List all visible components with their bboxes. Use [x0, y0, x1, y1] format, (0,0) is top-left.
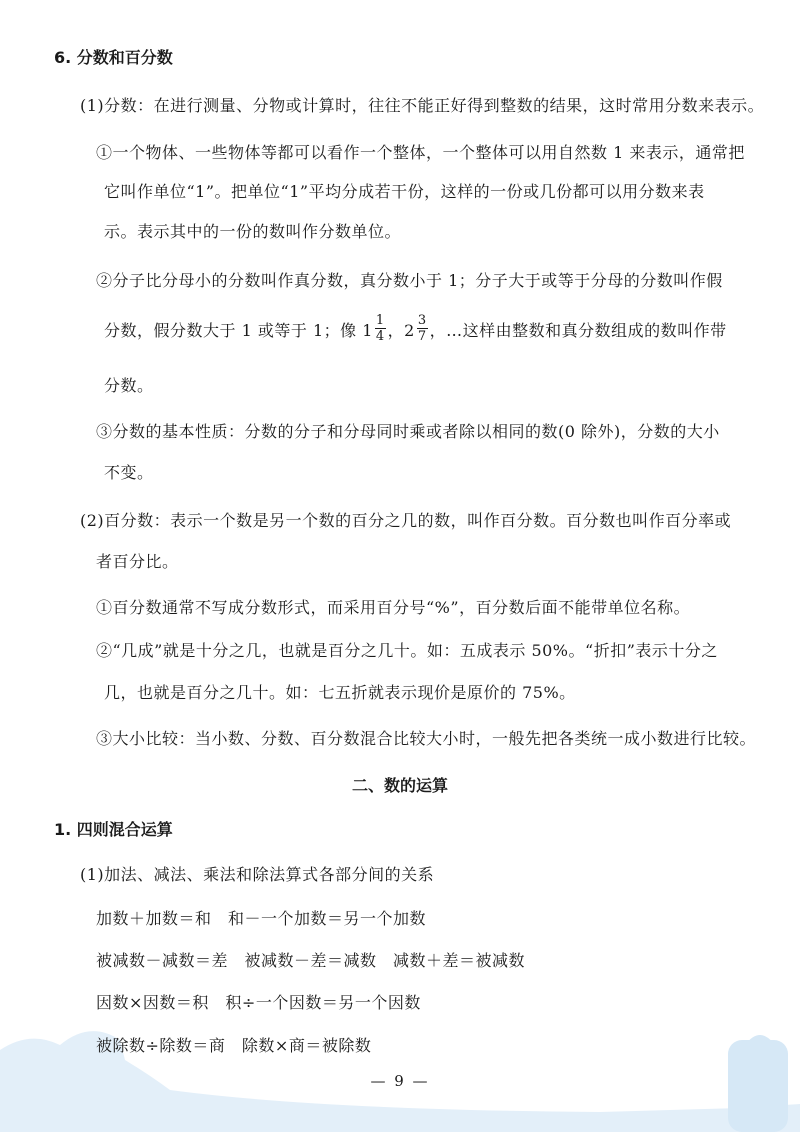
paragraph-percent-def-1: (2)百分数：表示一个数是另一个数的百分之几的数，叫作百分数。百分数也叫作百分率或 [80, 511, 732, 530]
paragraph-percent-def-2: 者百分比。 [96, 552, 179, 571]
formula-line-subtraction: 被减数－减数＝差 被减数－差＝减数 减数＋差＝被减数 [96, 951, 526, 970]
percent-item-2-line-1: ②“几成”就是十分之几，也就是百分之几十。如：五成表示 50%。“折扣”表示十分之 [96, 641, 718, 660]
item-2-line-3: 分数。 [104, 376, 154, 395]
page-number: — 9 — [370, 1072, 430, 1090]
paragraph-fraction-def: (1)分数：在进行测量、分物或计算时，往往不能正好得到整数的结果，这时常用分数来表示。 [80, 96, 765, 115]
operations-relations-title: (1)加法、减法、乘法和除法算式各部分间的关系 [80, 865, 435, 884]
chapter-title: 二、数的运算 [351, 776, 448, 795]
percent-item-2-line-2: 几，也就是百分之几十。如：七五折就表示现价是原价的 75%。 [104, 683, 576, 702]
fraction-numerator: 1 [375, 313, 385, 328]
fraction-one-quarter [375, 313, 386, 344]
section-heading: 6. 分数和百分数 [54, 48, 173, 67]
fraction-three-sevenths [417, 313, 428, 344]
item-3-line-1: ③分数的基本性质：分数的分子和分母同时乘或者除以相同的数(0 除外)，分数的大小 [96, 422, 720, 441]
item-3-line-2: 不变。 [104, 463, 154, 482]
item-2-line-2 [104, 313, 727, 347]
percent-item-3: ③大小比较：当小数、分数、百分数混合比较大小时，一般先把各类统一成小数进行比较。 [96, 729, 757, 748]
item-1-line-1: ①一个物体、一些物体等都可以看作一个整体，一个整体可以用自然数 1 来表示，通常把 [96, 143, 745, 162]
formula-line-addition: 加数＋加数＝和 和－一个加数＝另一个加数 [96, 909, 427, 928]
item-1-line-2: 它叫作单位“1”。把单位“1”平均分成若干份，这样的一份或几份都可以用分数来表 [104, 182, 705, 201]
formula-line-multiplication: 因数×因数＝积 积÷一个因数＝另一个因数 [96, 993, 421, 1012]
item-2-line-2-mid: ，2 [387, 321, 415, 340]
fraction-denominator: 7 [417, 329, 427, 344]
fraction-denominator: 4 [375, 329, 385, 344]
item-2-line-1: ②分子比分母小的分数叫作真分数，真分数小于 1；分子大于或等于分母的分数叫作假 [96, 271, 723, 290]
fraction-numerator: 3 [417, 313, 427, 328]
subsection-heading: 1. 四则混合运算 [54, 820, 173, 839]
item-2-line-2-pre: 分数，假分数大于 1 或等于 1；像 1 [104, 321, 373, 340]
item-2-line-2-post: ，…这样由整数和真分数组成的数叫作带 [429, 321, 727, 340]
percent-item-1: ①百分数通常不写成分数形式，而采用百分号“%”，百分数后面不能带单位名称。 [96, 598, 691, 617]
formula-line-division: 被除数÷除数＝商 除数×商＝被除数 [96, 1036, 372, 1055]
item-1-line-3: 示。表示其中的一份的数叫作分数单位。 [104, 222, 402, 241]
